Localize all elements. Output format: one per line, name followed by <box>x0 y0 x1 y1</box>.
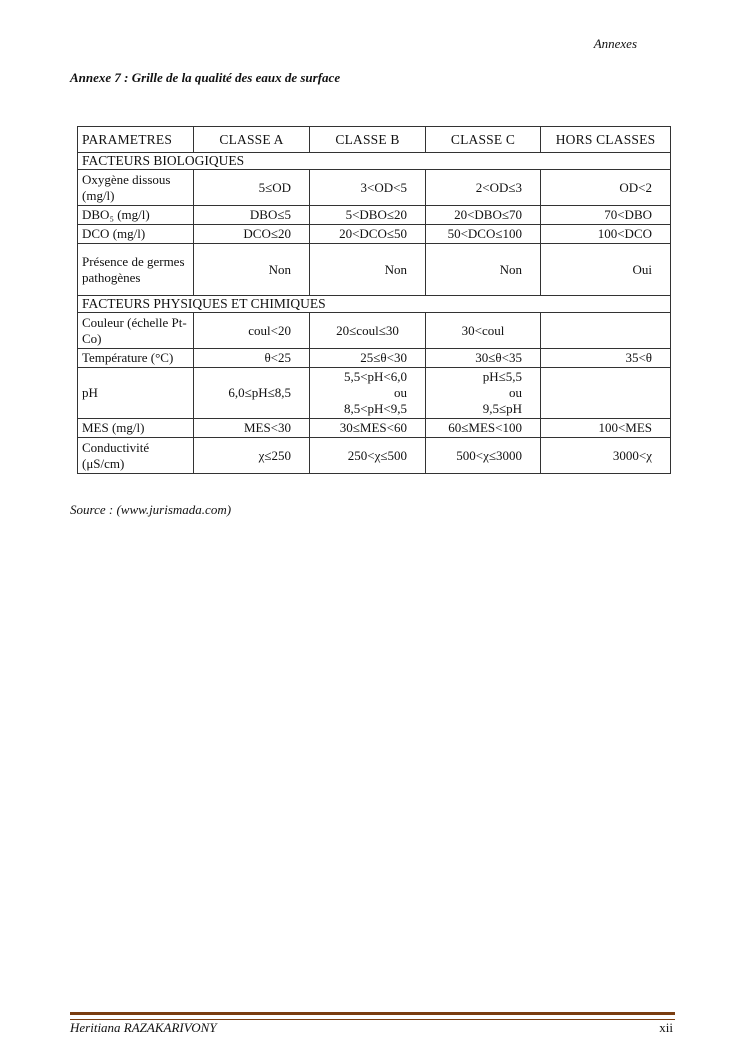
hors-classe-cell <box>541 313 671 349</box>
table-row <box>78 349 671 368</box>
table-row <box>78 438 671 474</box>
param-cell: Couleur (échelle Pt-Co) <box>78 313 194 349</box>
class-b-cell <box>310 368 426 419</box>
param-cell: DCO (mg/l) <box>78 225 194 244</box>
ph-or: ou <box>509 385 522 400</box>
hors-classe-cell <box>541 368 671 419</box>
table-row <box>78 368 671 419</box>
class-b-cell: Non <box>310 244 426 296</box>
class-a-cell: 6,0≤pH≤8,5 <box>194 368 310 419</box>
hors-classe-cell: 3000<χ <box>541 438 671 474</box>
param-cell: pH <box>78 368 194 419</box>
ph-range-high: 9,5≤pH <box>482 401 522 416</box>
class-c-cell: 50<DCO≤100 <box>426 225 541 244</box>
param-cell: MES (mg/l) <box>78 419 194 438</box>
header-cell: CLASSE A <box>194 127 310 153</box>
table-header-row <box>78 127 671 153</box>
section-title: FACTEURS PHYSIQUES ET CHIMIQUES <box>78 296 671 313</box>
section-row <box>78 153 671 170</box>
ph-or: ou <box>394 385 407 400</box>
hors-classe-cell: 35<θ <box>541 349 671 368</box>
class-b-cell: 3<OD<5 <box>310 170 426 206</box>
param-cell: Température (°C) <box>78 349 194 368</box>
table-row <box>78 313 671 349</box>
param-cell: DBO₅ (mg/l) <box>78 206 194 225</box>
source-note: Source : (www.jurismada.com) <box>70 502 232 517</box>
running-header: Annexes <box>593 36 637 51</box>
class-c-cell <box>426 368 541 419</box>
header-cell: PARAMETRES <box>78 127 194 153</box>
class-c-cell: 30<coul <box>426 313 541 349</box>
class-a-cell: θ<25 <box>194 349 310 368</box>
class-a-cell: MES<30 <box>194 419 310 438</box>
header-cell: CLASSE B <box>310 127 426 153</box>
class-a-cell: χ≤250 <box>194 438 310 474</box>
class-a-cell: DCO≤20 <box>194 225 310 244</box>
class-a-cell: Non <box>194 244 310 296</box>
table-row <box>78 206 671 225</box>
ph-range-high: 8,5<pH<9,5 <box>343 401 407 416</box>
class-b-cell: 20<DCO≤50 <box>310 225 426 244</box>
param-cell: Présence de germes pathogènes <box>78 244 194 296</box>
class-a-cell: 5≤OD <box>194 170 310 206</box>
table-row <box>78 170 671 206</box>
class-b-cell: 5<DBO≤20 <box>310 206 426 225</box>
footer-author: Heritiana RAZAKARIVONY <box>70 1020 217 1035</box>
class-a-cell: DBO≤5 <box>194 206 310 225</box>
table-row <box>78 244 671 296</box>
table-row <box>78 225 671 244</box>
ph-range-low: pH≤5,5 <box>482 369 522 384</box>
class-c-cell: 2<OD≤3 <box>426 170 541 206</box>
hors-classe-cell: 100<MES <box>541 419 671 438</box>
hors-classe-cell: 70<DBO <box>541 206 671 225</box>
class-c-cell: 20<DBO≤70 <box>426 206 541 225</box>
class-a-cell: coul<20 <box>194 313 310 349</box>
class-c-cell: 60≤MES<100 <box>426 419 541 438</box>
hors-classe-cell: OD<2 <box>541 170 671 206</box>
table-row <box>78 419 671 438</box>
hors-classe-cell: 100<DCO <box>541 225 671 244</box>
ph-range-low: 5,5<pH<6,0 <box>343 369 407 384</box>
param-cell: Oxygène dissous (mg/l) <box>78 170 194 206</box>
page-number: xii <box>659 1020 673 1035</box>
header-cell: HORS CLASSES <box>541 127 671 153</box>
section-title: FACTEURS BIOLOGIQUES <box>78 153 671 170</box>
class-b-cell: 25≤θ<30 <box>310 349 426 368</box>
footer-rule <box>70 1012 675 1020</box>
water-quality-table <box>77 126 671 474</box>
annex-caption: Annexe 7 : Grille de la qualité des eaux de surface <box>70 70 341 85</box>
section-row <box>78 296 671 313</box>
class-c-cell: 500<χ≤3000 <box>426 438 541 474</box>
class-c-cell: Non <box>426 244 541 296</box>
hors-classe-cell: Oui <box>541 244 671 296</box>
class-b-cell: 30≤MES<60 <box>310 419 426 438</box>
class-b-cell: 20≤coul≤30 <box>310 313 426 349</box>
header-cell: CLASSE C <box>426 127 541 153</box>
param-cell: Conductivité (μS/cm) <box>78 438 194 474</box>
class-b-cell: 250<χ≤500 <box>310 438 426 474</box>
class-c-cell: 30≤θ<35 <box>426 349 541 368</box>
